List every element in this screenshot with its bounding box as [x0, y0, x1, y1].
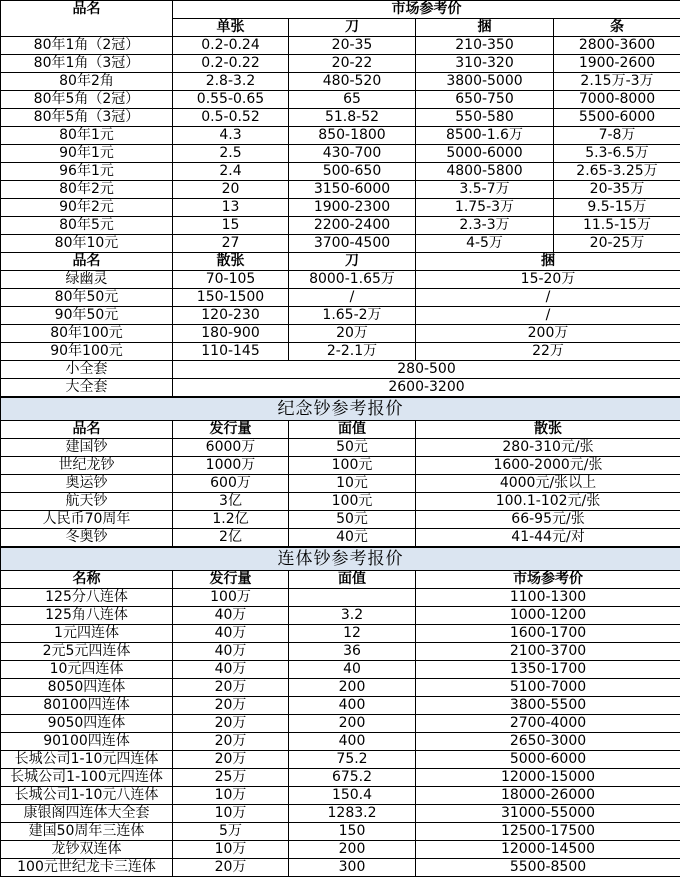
price-cell: / — [416, 307, 680, 325]
table-row — [1, 127, 680, 145]
table-row — [1, 145, 680, 163]
table-row — [1, 697, 680, 715]
item-name: 90年100元 — [1, 343, 173, 361]
item-name: 90年1元 — [1, 145, 173, 163]
price-cell: 5100-7000 — [416, 679, 680, 697]
price-cell: 66-95元/张 — [416, 511, 680, 529]
column-header-unit: 单张 — [173, 19, 289, 37]
price-cell: 7000-8000 — [554, 91, 680, 109]
price-cell: 20-35万 — [554, 181, 680, 199]
price-cell: 3700-4500 — [289, 235, 416, 253]
circulation-cell: 1000万 — [173, 457, 289, 475]
item-name: 龙钞双连体 — [1, 841, 173, 859]
price-cell: 480-520 — [289, 73, 416, 91]
price-cell: 4.3 — [173, 127, 289, 145]
price-cell: 430-700 — [289, 145, 416, 163]
item-name: 80年5元 — [1, 217, 173, 235]
table-row — [1, 769, 680, 787]
section4-header-row — [1, 571, 680, 589]
face-value-cell: 40元 — [289, 529, 416, 548]
face-value-cell: 300 — [289, 859, 416, 877]
table-row — [1, 37, 680, 55]
item-name: 康银阁四连体大全套 — [1, 805, 173, 823]
price-cell: 650-750 — [416, 91, 554, 109]
section-title-uncut-sheets: 连体钞参考报价 — [1, 547, 680, 571]
item-name: 125角八连体 — [1, 607, 173, 625]
face-value-cell: 200 — [289, 841, 416, 859]
item-name: 长城公司1-10元四连体 — [1, 751, 173, 769]
face-value-cell: 50元 — [289, 439, 416, 457]
price-cell: 20-22 — [289, 55, 416, 73]
price-cell: 3800-5000 — [416, 73, 554, 91]
table-row — [1, 787, 680, 805]
circulation-cell: 2亿 — [173, 529, 289, 548]
price-cell: 31000-55000 — [416, 805, 680, 823]
section-title-commemorative: 纪念钞参考报价 — [1, 397, 680, 421]
set-price: 280-500 — [173, 361, 680, 379]
face-value-cell: 400 — [289, 697, 416, 715]
price-cell: 12500-17500 — [416, 823, 680, 841]
section2-header-row — [1, 253, 680, 271]
price-cell: 310-320 — [416, 55, 554, 73]
table-row — [1, 475, 680, 493]
price-cell: 1.75-3万 — [416, 199, 554, 217]
column-header-unit: 捆 — [416, 19, 554, 37]
table-row — [1, 181, 680, 199]
price-cell: 13 — [173, 199, 289, 217]
price-cell: 22万 — [416, 343, 680, 361]
table-row — [1, 841, 680, 859]
column-header-name: 品名 — [1, 253, 173, 271]
circulation-cell: 40万 — [173, 661, 289, 679]
price-cell: 2.5 — [173, 145, 289, 163]
price-cell: 5500-6000 — [554, 109, 680, 127]
price-cell: 150-1500 — [173, 289, 289, 307]
price-cell: 2650-3000 — [416, 733, 680, 751]
item-name: 2元5元四连体 — [1, 643, 173, 661]
table-row — [1, 163, 680, 181]
price-cell: 15 — [173, 217, 289, 235]
item-name: 80100四连体 — [1, 697, 173, 715]
price-cell: 2.65-3.25万 — [554, 163, 680, 181]
circulation-cell: 20万 — [173, 679, 289, 697]
table-row — [1, 493, 680, 511]
item-name: 人民币70周年 — [1, 511, 173, 529]
item-name: 1元四连体 — [1, 625, 173, 643]
price-cell: 1600-2000元/张 — [416, 457, 680, 475]
table-row — [1, 109, 680, 127]
price-cell: 65 — [289, 91, 416, 109]
set-name: 大全套 — [1, 379, 173, 398]
item-name: 世纪龙钞 — [1, 457, 173, 475]
price-cell: 110-145 — [173, 343, 289, 361]
circulation-cell: 600万 — [173, 475, 289, 493]
price-cell: 120-230 — [173, 307, 289, 325]
item-name: 冬奥钞 — [1, 529, 173, 548]
face-value-cell: 40 — [289, 661, 416, 679]
column-header-face-value: 面值 — [289, 571, 416, 589]
price-cell: 280-310元/张 — [416, 439, 680, 457]
price-cell: 1900-2600 — [554, 55, 680, 73]
item-name: 绿幽灵 — [1, 271, 173, 289]
table-row — [1, 751, 680, 769]
table-row — [1, 271, 680, 289]
table-row — [1, 217, 680, 235]
column-header-single: 散张 — [416, 421, 680, 439]
table-row — [1, 715, 680, 733]
table-row — [1, 91, 680, 109]
price-cell: 2100-3700 — [416, 643, 680, 661]
price-cell: 15-20万 — [416, 271, 680, 289]
table-row — [1, 199, 680, 217]
item-name: 80年100元 — [1, 325, 173, 343]
item-name: 9050四连体 — [1, 715, 173, 733]
circulation-cell: 1.2亿 — [173, 511, 289, 529]
table-row — [1, 289, 680, 307]
section3-title-row — [1, 397, 680, 421]
price-cell: 5000-6000 — [416, 751, 680, 769]
column-header-face-value: 面值 — [289, 421, 416, 439]
circulation-cell: 10万 — [173, 787, 289, 805]
price-cell: 41-44元/对 — [416, 529, 680, 548]
circulation-cell: 100万 — [173, 589, 289, 607]
price-cell: 180-900 — [173, 325, 289, 343]
price-cell: 20-35 — [289, 37, 416, 55]
circulation-cell: 20万 — [173, 751, 289, 769]
price-cell: 3800-5500 — [416, 697, 680, 715]
item-name: 80年1元 — [1, 127, 173, 145]
price-cell: 100.1-102元/张 — [416, 493, 680, 511]
price-cell: 1600-1700 — [416, 625, 680, 643]
item-name: 80年5角（2冠） — [1, 91, 173, 109]
price-cell: 51.8-52 — [289, 109, 416, 127]
price-cell: 2200-2400 — [289, 217, 416, 235]
price-cell: 500-650 — [289, 163, 416, 181]
item-name: 80年50元 — [1, 289, 173, 307]
price-cell: 3.5-7万 — [416, 181, 554, 199]
table-row — [1, 679, 680, 697]
table-row — [1, 55, 680, 73]
price-cell: 2-2.1万 — [289, 343, 416, 361]
column-header-market-price: 市场参考价 — [416, 571, 680, 589]
column-header-market-price: 市场参考价 — [173, 1, 680, 19]
column-header-bundle: 捆 — [416, 253, 680, 271]
item-name: 奥运钞 — [1, 475, 173, 493]
table-row — [1, 235, 680, 253]
column-header-circulation: 发行量 — [173, 571, 289, 589]
price-cell: 1.65-2万 — [289, 307, 416, 325]
circulation-cell: 40万 — [173, 643, 289, 661]
item-name: 80年1角（2冠） — [1, 37, 173, 55]
table-row — [1, 733, 680, 751]
item-name: 10元四连体 — [1, 661, 173, 679]
price-cell: 9.5-15万 — [554, 199, 680, 217]
item-name: 长城公司1-100元四连体 — [1, 769, 173, 787]
face-value-cell: 12 — [289, 625, 416, 643]
price-cell: 2.15万-3万 — [554, 73, 680, 91]
price-cell: 12000-14500 — [416, 841, 680, 859]
circulation-cell: 40万 — [173, 607, 289, 625]
face-value-cell: 10元 — [289, 475, 416, 493]
circulation-cell: 10万 — [173, 805, 289, 823]
item-name: 100元世纪龙卡三连体 — [1, 859, 173, 877]
section4-title-row — [1, 547, 680, 571]
circulation-cell: 10万 — [173, 841, 289, 859]
price-cell: 0.5-0.52 — [173, 109, 289, 127]
face-value-cell: 200 — [289, 715, 416, 733]
section1-header-row — [1, 1, 680, 19]
face-value-cell: 75.2 — [289, 751, 416, 769]
table-row — [1, 439, 680, 457]
price-cell: / — [416, 289, 680, 307]
price-cell: / — [289, 289, 416, 307]
face-value-cell: 36 — [289, 643, 416, 661]
price-cell: 1100-1300 — [416, 589, 680, 607]
item-name: 建国钞 — [1, 439, 173, 457]
table-row — [1, 325, 680, 343]
price-cell: 3150-6000 — [289, 181, 416, 199]
face-value-cell — [289, 589, 416, 607]
price-cell: 4-5万 — [416, 235, 554, 253]
price-cell: 5000-6000 — [416, 145, 554, 163]
item-name: 80年5角（3冠） — [1, 109, 173, 127]
circulation-cell: 20万 — [173, 697, 289, 715]
price-cell: 5500-8500 — [416, 859, 680, 877]
face-value-cell: 200 — [289, 679, 416, 697]
face-value-cell: 150.4 — [289, 787, 416, 805]
column-header-unit: 条 — [554, 19, 680, 37]
table-row — [1, 589, 680, 607]
item-name: 长城公司1-10元八连体 — [1, 787, 173, 805]
price-cell: 8500-1.6万 — [416, 127, 554, 145]
item-name: 80年2角 — [1, 73, 173, 91]
circulation-cell: 40万 — [173, 625, 289, 643]
section3-header-row — [1, 421, 680, 439]
face-value-cell: 675.2 — [289, 769, 416, 787]
table-row — [1, 457, 680, 475]
table-row — [1, 511, 680, 529]
set-price: 2600-3200 — [173, 379, 680, 398]
table-row — [1, 805, 680, 823]
table-row — [1, 73, 680, 91]
item-name: 80年10元 — [1, 235, 173, 253]
price-cell: 12000-15000 — [416, 769, 680, 787]
circulation-cell: 3亿 — [173, 493, 289, 511]
item-name: 96年1元 — [1, 163, 173, 181]
table-row — [1, 625, 680, 643]
circulation-cell: 20万 — [173, 715, 289, 733]
face-value-cell: 150 — [289, 823, 416, 841]
price-cell: 200万 — [416, 325, 680, 343]
column-header-name: 名称 — [1, 571, 173, 589]
price-cell: 7-8万 — [554, 127, 680, 145]
price-cell: 11.5-15万 — [554, 217, 680, 235]
price-cell: 8000-1.65万 — [289, 271, 416, 289]
circulation-cell: 5万 — [173, 823, 289, 841]
price-cell: 18000-26000 — [416, 787, 680, 805]
face-value-cell: 400 — [289, 733, 416, 751]
price-cell: 0.55-0.65 — [173, 91, 289, 109]
circulation-cell: 20万 — [173, 733, 289, 751]
price-cell: 0.2-0.24 — [173, 37, 289, 55]
set-row — [1, 379, 680, 398]
column-header-knife: 刀 — [289, 253, 416, 271]
item-name: 建国50周年三连体 — [1, 823, 173, 841]
table-row — [1, 607, 680, 625]
item-name: 80年1角（3冠） — [1, 55, 173, 73]
price-cell: 20-25万 — [554, 235, 680, 253]
table-row — [1, 823, 680, 841]
price-table-body — [1, 1, 680, 877]
circulation-cell: 25万 — [173, 769, 289, 787]
set-row — [1, 361, 680, 379]
table-row — [1, 529, 680, 548]
price-cell: 27 — [173, 235, 289, 253]
face-value-cell: 3.2 — [289, 607, 416, 625]
item-name: 80年2元 — [1, 181, 173, 199]
price-cell: 1000-1200 — [416, 607, 680, 625]
column-header-circulation: 发行量 — [173, 421, 289, 439]
column-header-single: 散张 — [173, 253, 289, 271]
column-header-name: 品名 — [1, 1, 173, 37]
item-name: 航天钞 — [1, 493, 173, 511]
price-cell: 2800-3600 — [554, 37, 680, 55]
price-cell: 2.3-3万 — [416, 217, 554, 235]
set-name: 小全套 — [1, 361, 173, 379]
price-cell: 4800-5800 — [416, 163, 554, 181]
price-cell: 20万 — [289, 325, 416, 343]
price-cell: 2.4 — [173, 163, 289, 181]
column-header-unit: 刀 — [289, 19, 416, 37]
table-row — [1, 661, 680, 679]
item-name: 90100四连体 — [1, 733, 173, 751]
circulation-cell: 6000万 — [173, 439, 289, 457]
circulation-cell: 20万 — [173, 859, 289, 877]
price-cell: 850-1800 — [289, 127, 416, 145]
item-name: 90年50元 — [1, 307, 173, 325]
table-row — [1, 859, 680, 877]
price-cell: 5.3-6.5万 — [554, 145, 680, 163]
table-row — [1, 343, 680, 361]
item-name: 8050四连体 — [1, 679, 173, 697]
face-value-cell: 100元 — [289, 493, 416, 511]
price-cell: 2700-4000 — [416, 715, 680, 733]
table-row — [1, 643, 680, 661]
table-row — [1, 307, 680, 325]
face-value-cell: 100元 — [289, 457, 416, 475]
price-cell: 70-105 — [173, 271, 289, 289]
price-cell: 1900-2300 — [289, 199, 416, 217]
item-name: 125分八连体 — [1, 589, 173, 607]
price-cell: 1350-1700 — [416, 661, 680, 679]
face-value-cell: 1283.2 — [289, 805, 416, 823]
price-cell: 210-350 — [416, 37, 554, 55]
price-cell: 4000元/张以上 — [416, 475, 680, 493]
price-cell: 0.2-0.22 — [173, 55, 289, 73]
price-cell: 2.8-3.2 — [173, 73, 289, 91]
item-name: 90年2元 — [1, 199, 173, 217]
face-value-cell: 50元 — [289, 511, 416, 529]
price-cell: 20 — [173, 181, 289, 199]
price-cell: 550-580 — [416, 109, 554, 127]
column-header-name: 品名 — [1, 421, 173, 439]
